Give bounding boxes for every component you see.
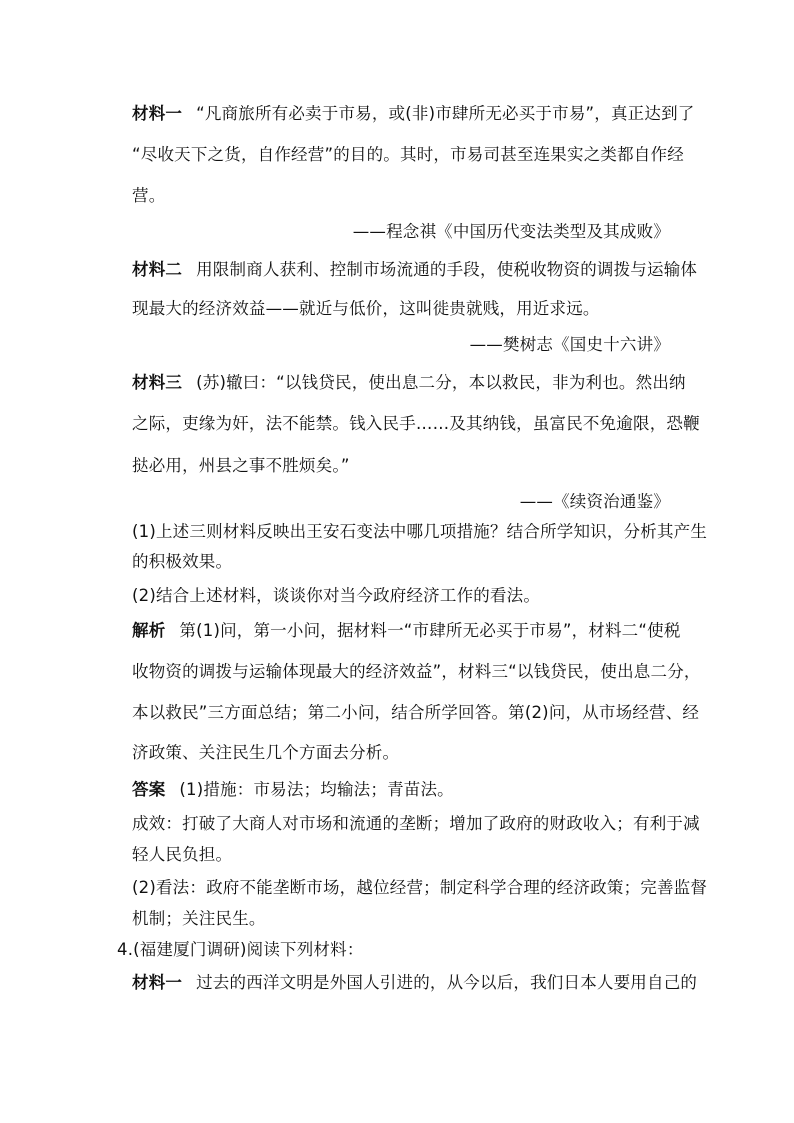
question-2: (2)结合上述材料，谈谈你对当今政府经济工作的看法。 (132, 586, 541, 605)
question-4-title: 4.(福建厦门调研)阅读下列材料： (117, 940, 364, 959)
question-4-material1-text: 过去的西洋文明是外国人引进的，从今以后，我们日本人要用自己的 (196, 973, 698, 992)
material3-line-1 (132, 373, 686, 393)
material2-line-1 (132, 260, 698, 280)
analysis-line-1 (132, 621, 681, 641)
material1-source: ——程念祺《中国历代变法类型及其成败》 (352, 222, 670, 241)
question-4-material1-label: 材料一 (132, 973, 183, 992)
material2-source: ——樊树志《国史十六讲》 (469, 335, 670, 354)
answer-line-2: 成效：打破了大商人对市场和流通的垄断；增加了政府的财政收入；有利于减 (132, 814, 700, 833)
answer-label: 答案 (132, 780, 166, 799)
material3-source: ——《续资治通鉴》 (519, 492, 670, 511)
answer-line-3: 轻人民负担。 (132, 845, 233, 864)
material1-text-1: “凡商旅所有必卖于市易，或(非)市肆所无必买于市易”，真正达到了 (196, 104, 695, 123)
answer-line-4: (2)看法：政府不能垄断市场，越位经营；制定科学合理的经济政策；完善监督 (132, 878, 708, 897)
analysis-line-2: 收物资的调拨与运输体现最大的经济效益”，材料三“以钱贷民，使出息二分， (132, 662, 701, 681)
analysis-label: 解析 (132, 621, 166, 640)
material1-line-1 (132, 104, 695, 124)
material2-label: 材料二 (132, 260, 183, 279)
answer-line-1 (132, 780, 672, 800)
material3-line-2: 之际，吏缘为奸，法不能禁。钱入民手……及其纳钱，虽富民不免逾限，恐鞭 (132, 414, 700, 433)
analysis-line-4: 济政策、关注民生几个方面去分析。 (132, 743, 400, 762)
question-1-line-2: 的积极效果。 (132, 552, 233, 571)
question-4-material1-line (132, 973, 698, 993)
answer-line-5: 机制；关注民生。 (132, 909, 266, 928)
analysis-text-1: 第(1)问，第一小问，据材料一“市肆所无必买于市易”，材料二“使税 (179, 621, 681, 640)
material3-label: 材料三 (132, 373, 183, 392)
material2-text-1: 用限制商人获利、控制市场流通的手段，使税收物资的调拨与运输体 (196, 260, 698, 279)
answer-text-1: (1)措施：市易法；均输法；青苗法。 (179, 780, 454, 799)
analysis-line-3: 本以救民”三方面总结；第二小问，结合所学回答。第(2)问，从市场经营、经 (132, 703, 700, 722)
material1-line-3: 营。 (132, 186, 166, 205)
question-1-line-1: (1)上述三则材料反映出王安石变法中哪几项措施？结合所学知识，分析其产生 (132, 522, 708, 541)
material3-line-3: 挞必用，州县之事不胜烦矣。” (132, 456, 350, 475)
material2-line-2: 现最大的经济效益——就近与低价，这叫徙贵就贱，用近求远。 (132, 299, 600, 318)
material3-text-1: (苏)辙曰：“以钱贷民，使出息二分，本以救民，非为利也。然出纳 (196, 373, 686, 392)
material1-line-2: “尽收天下之货，自作经营”的目的。其时，市易司甚至连果实之类都自作经 (132, 145, 684, 164)
material1-label: 材料一 (132, 104, 183, 123)
